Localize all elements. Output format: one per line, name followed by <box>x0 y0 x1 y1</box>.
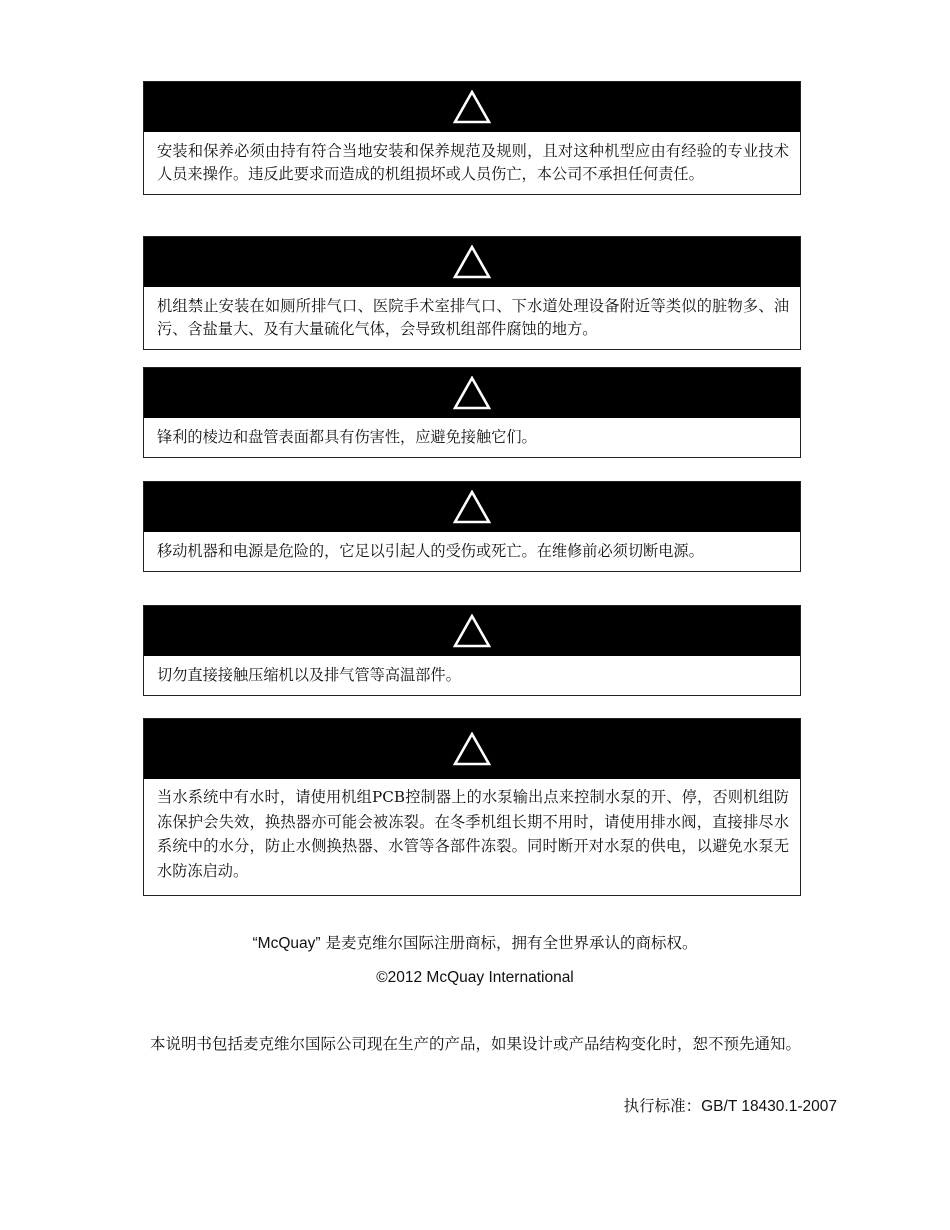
warning-box-2 <box>143 236 801 350</box>
warning-triangle-icon <box>453 245 491 279</box>
warning-text: 机组禁止安装在如厕所排气口、医院手术室排气口、下水道处理设备附近等类似的脏物多、油污、含盐量大、及有大量硫化气体，会导致机组部件腐蚀的地方。 <box>157 297 789 338</box>
warning-header <box>144 82 800 132</box>
brand-name: “McQuay” <box>252 935 321 952</box>
warning-box-5 <box>143 605 801 696</box>
trademark-statement <box>0 931 950 953</box>
warning-triangle-icon <box>453 90 491 124</box>
warning-header <box>144 368 800 418</box>
warning-header <box>144 606 800 656</box>
warning-triangle-icon <box>453 376 491 410</box>
product-notice: 本说明书包括麦克维尔国际公司现在生产的产品，如果设计或产品结构变化时，恕不预先通知。 <box>150 1035 802 1053</box>
warning-text: 当水系统中有水时，请使用机组PCB控制器上的水泵输出点来控制水泵的开、停，否则机组防冻保护会失效，换热器亦可能会被冻裂。在冬季机组长期不用时，请使用排水阀，直接排尽水系统中的水分，防止水侧换热器、水管等各部件冻裂。同时断开对水泵的供电，以避免水泵无水防冻启动。 <box>157 788 789 880</box>
warning-triangle-icon <box>453 490 491 524</box>
warning-box-3 <box>143 367 801 458</box>
warning-triangle-icon <box>453 732 491 766</box>
warning-box-4 <box>143 481 801 572</box>
warning-header <box>144 719 800 779</box>
standard-value: GB/T 18430.1-2007 <box>701 1098 837 1115</box>
warning-header <box>144 237 800 287</box>
warning-box-6 <box>143 718 801 896</box>
warning-text: 移动机器和电源是危险的，它足以引起人的受伤或死亡。在维修前必须切断电源。 <box>157 542 704 560</box>
warning-text: 安装和保养必须由持有符合当地安装和保养规范及规则，且对这种机型应由有经验的专业技术人员来操作。违反此要求而造成的机组损坏或人员伤亡，本公司不承担任何责任。 <box>157 142 789 183</box>
warning-text: 切勿直接接触压缩机以及排气管等高温部件。 <box>157 666 461 684</box>
trademark-text: 是麦克维尔国际注册商标，拥有全世界承认的商标权。 <box>320 934 698 952</box>
copyright-line: ©2012 McQuay International <box>376 969 574 986</box>
warning-box-1 <box>143 81 801 195</box>
standard-reference <box>624 1094 837 1116</box>
warning-triangle-icon <box>453 614 491 648</box>
standard-label: 执行标准： <box>623 1097 702 1115</box>
warning-text: 锋利的棱边和盘管表面都具有伤害性，应避免接触它们。 <box>157 428 537 446</box>
warning-header <box>144 482 800 532</box>
